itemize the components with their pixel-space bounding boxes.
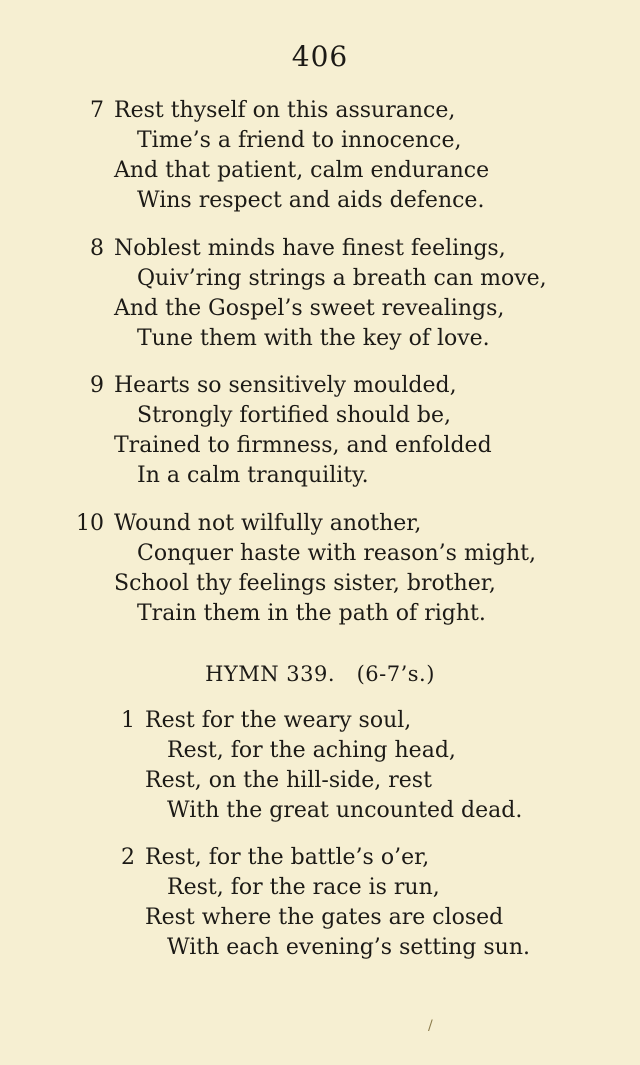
verse-line: School thy feelings sister, brother,: [114, 571, 496, 596]
verse-line: Strongly fortified should be,: [137, 403, 452, 428]
verse-line: Tune them with the key of love.: [137, 326, 490, 351]
verse-line: And that patient, calm endurance: [114, 158, 490, 183]
verse-line: Rest where the gates are closed: [145, 905, 504, 930]
verse-line: Rest thyself on this assurance,: [114, 98, 456, 123]
verse-line: Train them in the path of right.: [137, 601, 486, 626]
hymn-heading: [0, 662, 640, 686]
stanza-number: 8: [90, 236, 104, 261]
verse-line: Wins respect and aids defence.: [137, 188, 485, 213]
verse-line: Rest, on the hill-side, rest: [145, 768, 432, 793]
verse-line: Rest, for the battle’s o’er,: [145, 845, 430, 870]
verse-line: Trained to firmness, and enfolded: [114, 433, 492, 458]
hymn-meter: (6-7’s.): [356, 662, 435, 686]
verse-line: Hearts so sensitively moulded,: [114, 373, 457, 398]
verse-line: In a calm tranquility.: [137, 463, 369, 488]
stray-mark: /: [428, 1018, 433, 1034]
verse-line: Quiv’ring strings a breath can move,: [137, 266, 547, 291]
verse-line: Rest for the weary soul,: [145, 708, 412, 733]
hymn-title: HYMN 339.: [205, 662, 336, 686]
verse-line: Conquer haste with reason’s might,: [137, 541, 536, 566]
page-number: 406: [291, 40, 349, 73]
verse-line: Wound not wilfully another,: [114, 511, 422, 536]
verse-line: With each evening’s setting sun.: [167, 935, 530, 960]
stanza-number: 7: [90, 98, 104, 123]
stanza-number: 10: [76, 511, 104, 536]
stanza-number: 1: [121, 708, 135, 733]
verse-line: And the Gospel’s sweet revealings,: [114, 296, 505, 321]
stanza-number: 2: [121, 845, 135, 870]
verse-line: Rest, for the race is run,: [167, 875, 440, 900]
verse-line: Rest, for the aching head,: [167, 738, 456, 763]
verse-line: Time’s a friend to innocence,: [137, 128, 462, 153]
stanza-number: 9: [90, 373, 104, 398]
verse-line: Noblest minds have finest feelings,: [114, 236, 506, 261]
verse-line: With the great uncounted dead.: [167, 798, 523, 823]
